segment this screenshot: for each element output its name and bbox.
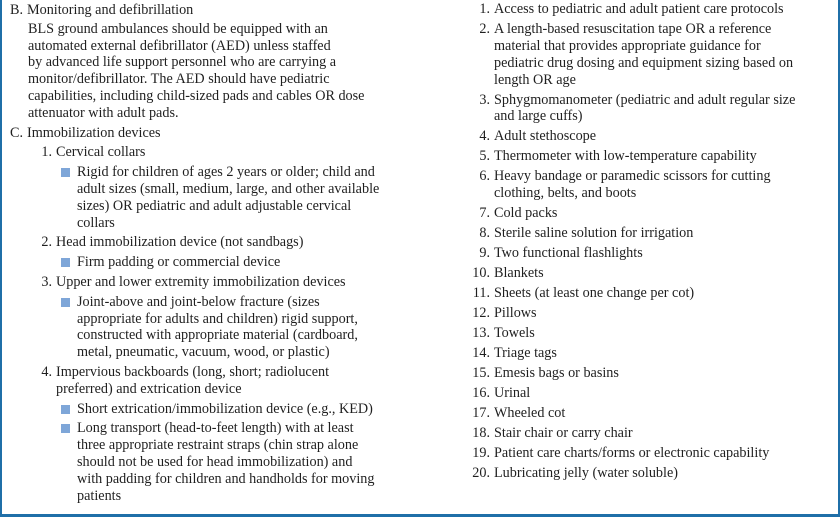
item-number: 9.: [479, 245, 490, 262]
list-item: [28, 274, 420, 291]
item-text: Emesis bags or basins: [494, 364, 619, 381]
item-text: Lubricating jelly (water soluble): [494, 464, 678, 481]
section-title: Immobilization devices: [27, 124, 161, 141]
list-item: [466, 21, 836, 88]
item-number: 7.: [479, 205, 490, 222]
item-text: Wheeled cot: [494, 404, 566, 421]
item-number: 13.: [472, 324, 490, 341]
item-number: 2.: [479, 21, 490, 38]
item-number: 11.: [472, 285, 490, 302]
list-item: [466, 325, 836, 342]
item-label-line: preferred) and extrication device: [56, 380, 242, 397]
list-item: [466, 445, 836, 462]
bullet-item: [28, 401, 420, 418]
item-text: Blankets: [494, 265, 544, 282]
list-item: [466, 225, 836, 242]
item-number: 3.: [479, 91, 490, 108]
bullet-line: sizes) OR pediatric and adult adjustable cervical: [77, 197, 352, 214]
item-label-line: Impervious backboards (long, short; radiolucent: [56, 363, 330, 380]
item-text: Sheets (at least one change per cot): [494, 285, 695, 302]
item-line: and large cuffs): [494, 108, 583, 125]
square-bullet-icon: [61, 424, 70, 433]
section-c-heading: [10, 125, 420, 142]
paragraph-line: capabilities, including child-sized pads and cables OR dose: [28, 87, 365, 104]
bullet-line: should not be used for head immobilization) and: [77, 453, 353, 470]
item-number: 4.: [41, 363, 52, 380]
list-item: [466, 345, 836, 362]
item-label: Cervical collars: [56, 144, 146, 161]
list-item: [466, 305, 836, 322]
item-number: 2.: [41, 234, 52, 251]
bullet-text: [77, 294, 420, 361]
bullet-text: [77, 401, 420, 418]
list-item: [466, 128, 836, 145]
bullet-text: [77, 164, 420, 231]
item-text: [494, 168, 836, 202]
paragraph-line: attenuator with adult pads.: [28, 104, 179, 121]
right-column-list: [466, 0, 836, 482]
item-text: Sterile saline solution for irrigation: [494, 225, 694, 242]
item-text: [494, 92, 836, 126]
item-number: 4.: [479, 128, 490, 145]
bullet-line: Short extrication/immobilization device (e.g., KED): [77, 400, 373, 417]
list-item: [466, 168, 836, 202]
bullet-line: adult sizes (small, medium, large, and other available: [77, 180, 380, 197]
item-number: 1.: [41, 144, 52, 161]
item-line: Sphygmomanometer (pediatric and adult regular size: [494, 91, 796, 108]
item-line: pediatric drug dosing and equipment sizing based on: [494, 54, 794, 71]
list-item: [28, 144, 420, 161]
square-bullet-icon: [61, 168, 70, 177]
section-c-list: [10, 144, 420, 504]
item-number: 3.: [41, 273, 52, 290]
square-bullet-icon: [61, 405, 70, 414]
paragraph-line: BLS ground ambulances should be equipped with an: [28, 20, 328, 37]
bullet-line: with padding for children and handholds for moving: [77, 470, 375, 487]
section-b-heading: [10, 2, 420, 19]
section-b-body: [10, 21, 420, 122]
item-text: Cold packs: [494, 205, 558, 222]
item-text: Triage tags: [494, 344, 557, 361]
bullet-item: [28, 420, 420, 504]
bullet-line: Joint-above and joint-below fracture (sizes: [77, 293, 320, 310]
list-item: [466, 92, 836, 126]
item-number: 12.: [472, 305, 490, 321]
item-number: 14.: [472, 344, 490, 361]
list-item: [466, 205, 836, 222]
paragraph-line: by advanced life support personnel who are carrying a: [28, 54, 337, 71]
item-text: Thermometer with low-temperature capability: [494, 148, 757, 165]
bullet-text: [77, 254, 420, 271]
bullet-item: [28, 294, 420, 361]
item-text: Two functional flashlights: [494, 245, 643, 262]
bullet-line: collars: [77, 214, 115, 231]
item-line: Access to pediatric and adult patient care protocols: [494, 1, 784, 18]
section-letter: C.: [10, 124, 24, 141]
item-number: 10.: [472, 265, 490, 282]
item-line: clothing, belts, and boots: [494, 185, 637, 202]
item-number: 18.: [472, 424, 490, 441]
list-item: [28, 234, 420, 251]
list-item: [466, 365, 836, 382]
bullet-line: Rigid for children of ages 2 years or older; child and: [77, 164, 375, 181]
paragraph-line: automated external defibrillator (AED) unless staffed: [28, 37, 331, 54]
item-line: A length-based resuscitation tape OR a reference: [494, 21, 772, 38]
bullet-text: [77, 420, 420, 504]
item-label: Upper and lower extremity immobilization devices: [56, 273, 346, 290]
bullet-line: Firm padding or commercial device: [77, 254, 281, 271]
item-text: Stair chair or carry chair: [494, 424, 633, 441]
item-number: 17.: [472, 404, 490, 421]
list-item: [28, 364, 420, 398]
item-label: Head immobilization device (not sandbags): [56, 234, 304, 251]
paragraph-line: monitor/defibrillator. The AED should have pediatric: [28, 71, 330, 88]
left-column: [10, 2, 420, 504]
bullet-item: [28, 164, 420, 231]
item-text: Patient care charts/forms or electronic capability: [494, 444, 770, 461]
list-item: [466, 405, 836, 422]
item-label: [56, 364, 420, 398]
square-bullet-icon: [61, 258, 70, 267]
item-line: material that provides appropriate guidance for: [494, 37, 761, 54]
item-text: [494, 1, 836, 18]
item-text: Towels: [494, 324, 535, 341]
item-line: Heavy bandage or paramedic scissors for cutting: [494, 168, 771, 185]
list-item: [466, 245, 836, 262]
item-number: 6.: [479, 168, 490, 185]
section-letter: B.: [10, 2, 24, 18]
bullet-line: three appropriate restraint straps (chin strap alone: [77, 437, 359, 454]
list-item: [466, 465, 836, 482]
item-number: 20.: [472, 464, 490, 481]
item-line: length OR age: [494, 71, 576, 88]
bullet-line: constructed with appropriate material (cardboard,: [77, 327, 358, 344]
bullet-line: metal, pneumatic, vacuum, wood, or plastic): [77, 344, 330, 361]
bullet-line: patients: [77, 487, 122, 504]
item-text: Adult stethoscope: [494, 128, 597, 145]
item-number: 19.: [472, 444, 490, 461]
item-text: [494, 21, 836, 88]
item-number: 8.: [479, 225, 490, 242]
list-item: [466, 285, 836, 302]
item-text: Urinal: [494, 384, 531, 401]
bullet-line: Long transport (head-to-feet length) with at least: [77, 420, 354, 437]
item-number: 15.: [472, 364, 490, 381]
section-title: Monitoring and defibrillation: [27, 2, 194, 18]
bullet-item: [28, 254, 420, 271]
bullet-line: appropriate for adults and children) rigid support,: [77, 310, 358, 327]
square-bullet-icon: [61, 298, 70, 307]
item-number: 16.: [472, 384, 490, 401]
item-number: 1.: [479, 1, 490, 18]
list-item: [466, 265, 836, 282]
item-number: 5.: [479, 148, 490, 165]
item-text: Pillows: [494, 305, 537, 321]
list-item: [466, 425, 836, 442]
list-item: [466, 1, 836, 18]
list-item: [466, 385, 836, 402]
list-item: [466, 148, 836, 165]
